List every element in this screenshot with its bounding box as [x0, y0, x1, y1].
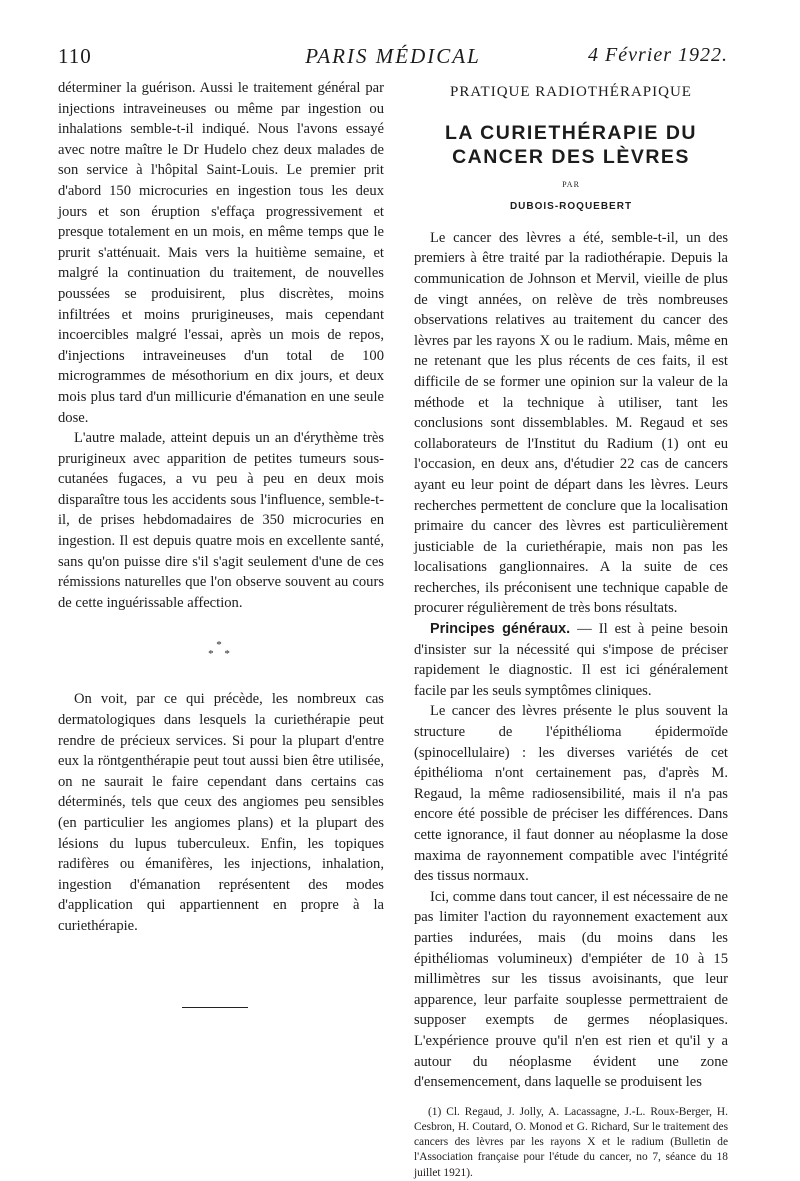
footnote: [414, 1105, 728, 1181]
end-rule: [182, 1007, 248, 1008]
left-column: [58, 78, 384, 1008]
byline-par: PAR: [562, 179, 580, 189]
right-paragraph-2-text: — Il est à peine besoin d'insister sur la nécessité qui s'impose de préciser rapidement le diagnostic. Il est ici généralement facile par les seuls symptômes cliniques.: [414, 621, 728, 699]
left-paragraph-3: On voit, par ce qui précède, les nombreux cas dermatologiques dans lesquels la curiethérapie peut rendre de précieux services. Si pour la plupart d'entre eux la röntgenthérapie peut tout aussi bien être utilisée, on ne saurait le faire cependant dans certains cas déterminés, tels que ceux des angiomes peu sensibles (en particulier les angiomes plans) et la plupart des lésions du lupus tuberculeux. Enfin, les topiques radifères ou émanifères, les injections, inhalation, ingestion d'émanation représentent des modes d'application qui appartiennent en propre à la curiethérapie.: [58, 691, 384, 934]
author-name: DUBOIS-ROQUEBERT: [509, 201, 633, 213]
article-title-line-2: CANCER DES LÈVRES: [452, 145, 690, 168]
footnote-text: (1) Cl. Regaud, J. Jolly, A. Lacassagne, J.-L. Roux-Berger, H. Cesbron, H. Coutard, O. Monod et G. Richard, Sur le traitement des cancers des lèvres par les rayons X et le radium (Bulletin de l'Association française pour l'étude du cancer, no 7, séance du 18 juillet 1921).: [414, 1105, 728, 1179]
section-label: PRATIQUE RADIOTHÉRAPIQUE: [450, 84, 692, 100]
right-paragraph-1: Le cancer des lèvres a été, semble-t-il, un des premiers à être traité par la radiothérapie. Depuis la communication de Johnson et Mervil, vieille de plus de vingt années, on relève de très nombreuses observations relatives au traitement du cancer des lèvres par les rayons X ou le radium. Mais, même en ne retenant que les plus récents de ces faits, il est difficile de se former une opinion sur la valeur de la méthode et la technique à utiliser, tant les conclusions sont dissemblables. M. Regaud et ses collaborateurs de l'Institut du Radium (1) ont eu l'occasion, en deux ans, d'étudier 22 cas de cancers ayant eu leur point de départ dans les lèvres. Leurs recherches permettent de conclure que la localisation primaire du cancer des lèvres est particulièrement justiciable de la curiethérapie, mais non pas les localisations ganglionnaires. A la suite de ces recherches, ils préconisent une technique capable de procurer régulièrement de très bons résultats.: [414, 229, 728, 617]
right-paragraph-2: [414, 619, 728, 701]
journal-title: PARIS MÉDICAL: [305, 44, 481, 68]
issue-date: 4 Février 1922.: [588, 44, 728, 66]
page-number: 110: [58, 44, 92, 68]
right-paragraph-3: Le cancer des lèvres présente le plus souvent la structure de l'épithélioma épidermoïde (spinocellulaire) : les diverses variétés de cet épithélioma n'ont certainement pas, d'après M. Regaud, la même radiosensibilité, mais il n'a pas encore été possible de préciser les différences. Dans cette ignorance, il faut donner au néoplasme la dose maxima de rayonnement compatible avec l'intégrité des tissus normaux.: [414, 703, 728, 885]
article-title-line-1: LA CURIETHÉRAPIE DU: [444, 121, 698, 144]
asterism-bottom: * *: [208, 648, 234, 661]
left-paragraph-2: L'autre malade, atteint depuis un an d'érythème très prurigineux avec apparition de petites tumeurs sous-cutanées fugaces, a vu peu à peu en deux mois disparaître tous les accidents sous l'influence, semble-t-il, de prises hebdomadaires de 350 microcuries en ingestion. Il est depuis quatre mois en excellente santé, sans qu'on puisse dire s'il s'agit seulement d'une de ces rémissions naturelles que l'on observe souvent au cours de cette inguérissable affection.: [58, 430, 384, 611]
asterism-top: *: [216, 639, 226, 652]
article-title: [414, 121, 728, 169]
section-asterism: [58, 641, 384, 659]
page-header: [58, 44, 728, 74]
right-paragraph-4: Ici, comme dans tout cancer, il est nécessaire de ne pas limiter l'action du rayonnement exactement aux parties indurées, mais (du moins dans les épithéliomas volumineux) d'empiéter de 10 à 15 millimètres sur les tissus avoisinants, que leur apparence, leur parfaite souplesse permettraient de supposer exempts de germes néoplasiques. L'expérience prouve qu'il n'en est rien et qu'il y a autour du néoplasme évident une zone d'ensemencement, dans laquelle se produisent les: [414, 888, 728, 1091]
right-column: [414, 78, 728, 1181]
left-paragraph-1: déterminer la guérison. Aussi le traitement général par injections intraveineuses ou même par ingestion ou inhalations semble-t-il indiqué. Nous l'avons essayé avec notre maître le Dr Hudelo chez deux malades de son service à l'hôpital Saint-Louis. Le premier prit d'abord 150 microcuries en ingestion tous les deux jours et son éruption s'effaça progressivement et presque totalement en un mois, en même temps que le prurit s'atténuait. Mais vers la huitième semaine, et malgré la continuation du traitement, de nouvelles poussées se produisirent, plus discrètes, moins infiltrées et moins prurigineuses, mais cependant incoercibles malgré l'essai, après un mois de repos, d'injections intraveineuses d'un total de 100 microgrammes de mésothorium en dix jours, et deux mois plus tard d'un millicurie d'émanation en une seule dose.: [58, 80, 384, 426]
subheading-principes: Principes généraux.: [430, 621, 571, 638]
